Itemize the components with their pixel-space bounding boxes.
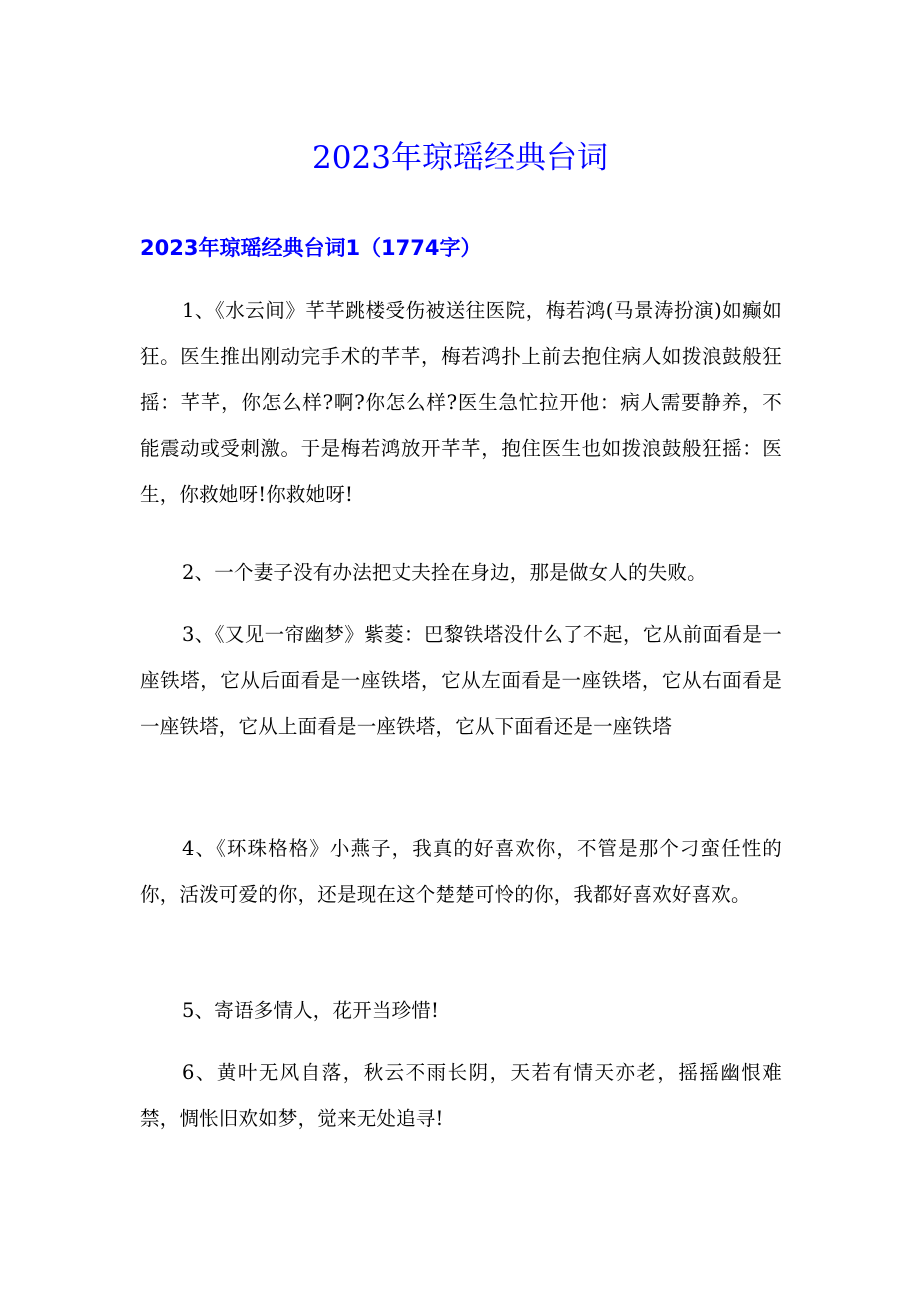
section-heading: 2023年琼瑶经典台词1（1774字） [140, 236, 482, 260]
paragraph-5: 5、寄语多情人，花开当珍惜! [182, 999, 440, 1022]
paragraph-1: 1、《水云间》芊芊跳楼受伤被送往医院，梅若鸿(马景涛扮演)如癫如狂。医生推出刚动完手术的芊芊，梅若鸿扑上前去抱住病人如拨浪鼓般狂摇：芊芊，你怎么样?啊?你怎么样?医生急忙拉开他：病人需要静养，不能震动或受刺激。于是梅若鸿放开芊芊，抱住医生也如拨浪鼓般狂摇：医生，你救她呀!你救她呀! [140, 299, 782, 506]
paragraph-6: 6、黄叶无风自落，秋云不雨长阴，天若有情天亦老，摇摇幽恨难禁，惆怅旧欢如梦，觉来无处追寻! [140, 1061, 782, 1130]
document-title: 2023年琼瑶经典台词 [312, 140, 608, 176]
paragraph-3: 3、《又见一帘幽梦》紫菱：巴黎铁塔没什么了不起，它从前面看是一座铁塔，它从后面看是一座铁塔，它从左面看是一座铁塔，它从右面看是一座铁塔，它从上面看是一座铁塔，它从下面看还是一座铁塔 [140, 623, 782, 738]
paragraph-4: 4、《环珠格格》小燕子，我真的好喜欢你，不管是那个刁蛮任性的你，活泼可爱的你，还是现在这个楚楚可怜的你，我都好喜欢好喜欢。 [140, 837, 782, 906]
paragraph-2: 2、一个妻子没有办法把丈夫拴在身边，那是做女人的失败。 [182, 561, 707, 584]
